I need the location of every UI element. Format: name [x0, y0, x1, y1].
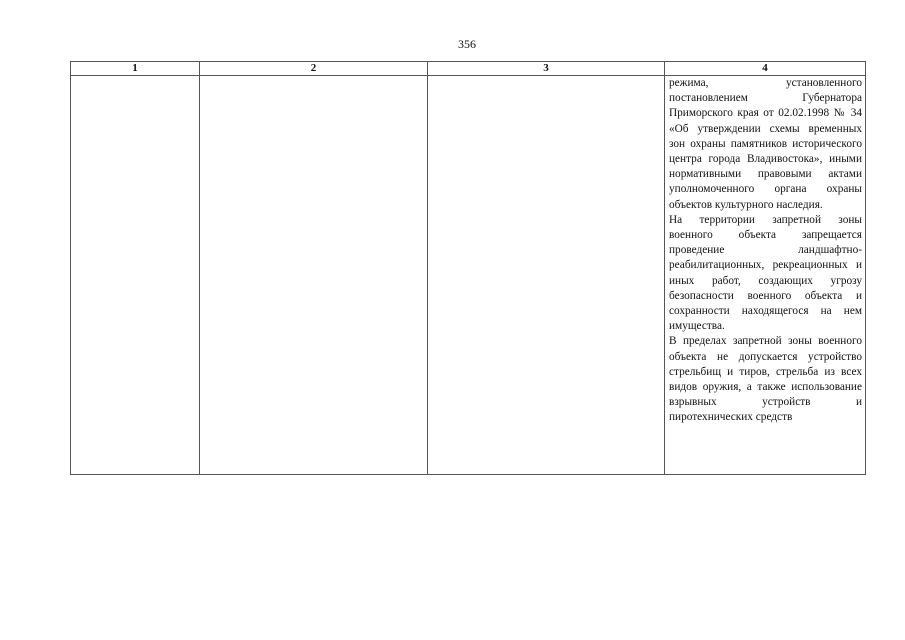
table-cell-col3	[428, 76, 665, 475]
paragraph-restriction: В пределах запретной зоны военного объекта не допускается устройство стрельбищ и тиров, стрельба из всех видов оружия, а также использование взрывных устройств и пиротехнических средств	[669, 335, 862, 424]
document-table	[70, 61, 866, 475]
column-header-3: 3	[428, 62, 665, 76]
table-row	[71, 76, 866, 475]
table-cell-col1	[71, 76, 200, 475]
table-cell-col2	[200, 76, 428, 475]
column-header-1: 1	[71, 62, 200, 76]
cell-text-block	[665, 76, 865, 426]
column-header-4: 4	[665, 62, 866, 76]
table-cell-col4	[665, 76, 866, 475]
table-header-row	[71, 62, 866, 76]
paragraph-prohibition: На территории запретной зоны военного объекта запрещается проведение ландшафтно-реабилитационных, рекреационных и иных работ, создающих угрозу безопасности военного объекта и сохранности находящегося на нем имущества.	[669, 213, 862, 333]
paragraph-regime: режима, установленного постановлением Губернатора Приморского края от 02.02.1998 № 34 «Об утверждении схемы временных зон охраны памятников исторического центра города Владивостока», иными нормативными правовыми актами уполномоченного органа охраны объектов культурного наследия.	[669, 77, 862, 211]
column-header-2: 2	[200, 62, 428, 76]
page-number: 356	[458, 37, 476, 51]
